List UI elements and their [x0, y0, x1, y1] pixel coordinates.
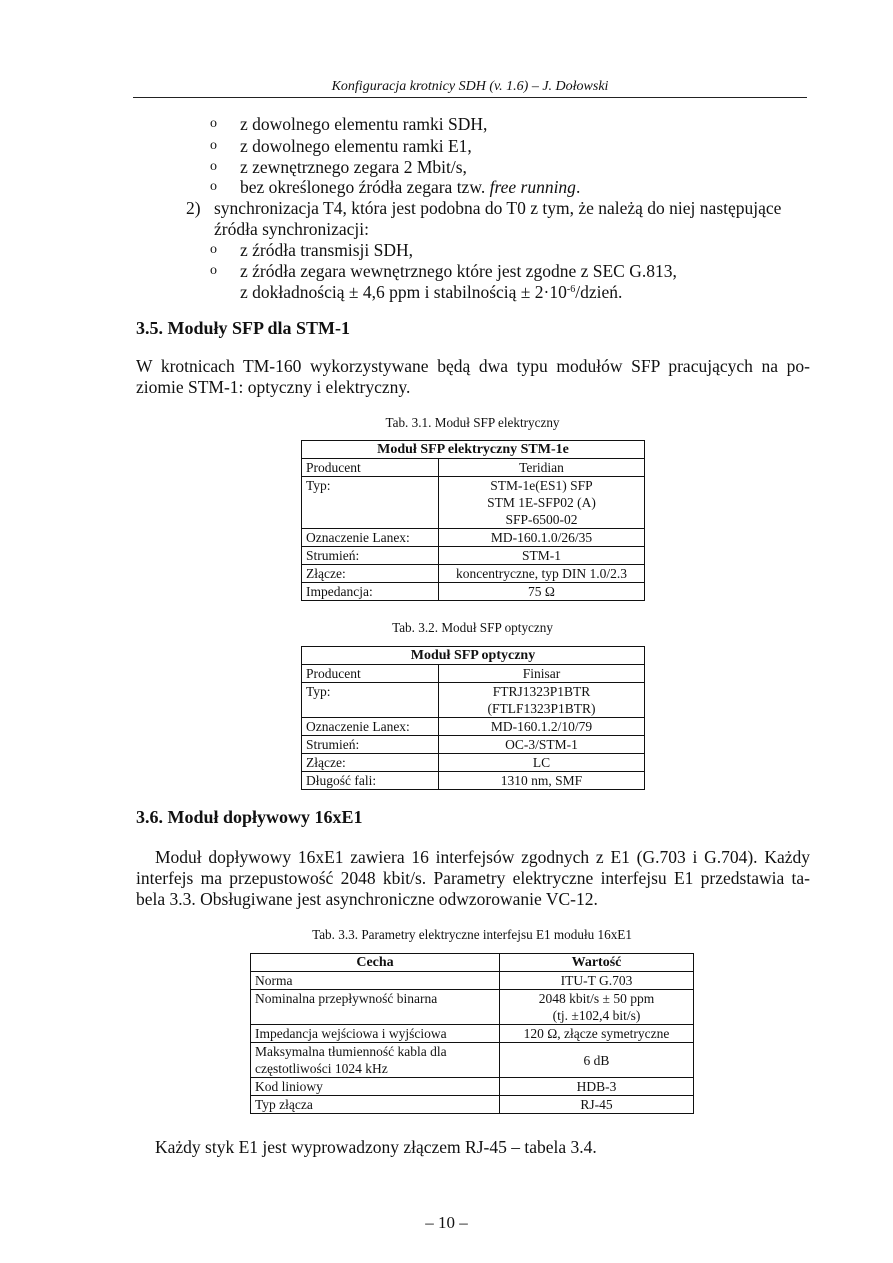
value-line: 2048 kbit/s ± 50 ppm	[538, 991, 655, 1006]
table-row	[302, 529, 645, 547]
list-item-italic: free running	[489, 177, 576, 197]
table-row	[302, 683, 645, 718]
bullet-icon: o	[210, 159, 217, 174]
table-caption: Tab. 3.2. Moduł SFP optyczny	[392, 620, 553, 635]
section-heading: 3.6. Moduł dopływowy 16xE1	[136, 807, 363, 827]
table-cell-value: RJ-45	[500, 1096, 694, 1114]
bullet-icon: o	[210, 263, 217, 278]
value-line: (tj. ±102,4 bit/s)	[552, 1008, 641, 1023]
table-cell-label: Oznaczenie Lanex:	[302, 718, 439, 736]
list-item: z dowolnego elementu ramki SDH,	[240, 114, 488, 134]
table-cell-label: Strumień:	[302, 736, 439, 754]
paragraph-line: W krotnicach TM-160 wykorzystywane będą dwa typu modułów SFP pracujących na po-	[136, 356, 810, 376]
sub-list-text: z dokładnością ± 4,6 ppm i stabilnością ± 2·10	[240, 282, 567, 302]
table-cell-value: LC	[439, 754, 645, 772]
table-row	[251, 1078, 694, 1096]
table-cell-label: Typ:	[302, 477, 439, 529]
paragraph-line: Każdy styk E1 jest wyprowadzony złączem RJ-45 – tabela 3.4.	[155, 1137, 597, 1157]
table-e1-parameters	[250, 953, 694, 1114]
bullet-icon: o	[210, 242, 217, 257]
list-item	[240, 177, 580, 197]
table-row	[302, 547, 645, 565]
table-row	[251, 990, 694, 1025]
paragraph-line: ziomie STM-1: optyczny i elektryczny.	[136, 377, 411, 397]
table-cell-label: Złącze:	[302, 565, 439, 583]
table-row	[251, 1025, 694, 1043]
bullet-icon: o	[210, 116, 217, 131]
table-cell-value	[439, 477, 645, 529]
table-cell-label: Kod liniowy	[251, 1078, 500, 1096]
table-title: Moduł SFP elektryczny STM-1e	[302, 441, 645, 459]
list-item-continuation: źródła synchronizacji:	[214, 219, 370, 239]
table-cell-label: Typ złącza	[251, 1096, 500, 1114]
table-cell-value: HDB-3	[500, 1078, 694, 1096]
label-line: częstotliwości 1024 kHz	[255, 1061, 388, 1076]
sub-list-suffix: /dzień.	[575, 282, 623, 302]
running-header: Konfiguracja krotnicy SDH (v. 1.6) – J. Dołowski	[331, 79, 609, 94]
table-cell-label: Długość fali:	[302, 772, 439, 790]
table-header-cell: Wartość	[500, 954, 694, 972]
list-number: 2)	[186, 198, 201, 218]
table-cell-value: 6 dB	[500, 1043, 694, 1078]
value-line: (FTLF1323P1BTR)	[487, 701, 596, 716]
sub-list-item: z źródła transmisji SDH,	[240, 240, 414, 260]
table-row	[251, 1096, 694, 1114]
sub-list-item-continuation	[240, 282, 622, 302]
table-cell-label: Typ:	[302, 683, 439, 718]
value-line: STM-1e(ES1) SFP	[490, 478, 593, 493]
table-caption: Tab. 3.3. Parametry elektryczne interfejsu E1 modułu 16xE1	[312, 927, 632, 942]
section-heading: 3.5. Moduły SFP dla STM-1	[136, 318, 351, 338]
label-line: Maksymalna tłumienność kabla dla	[255, 1044, 447, 1059]
table-cell-value: ITU-T G.703	[500, 972, 694, 990]
table-cell-label: Producent	[302, 665, 439, 683]
table-cell-label: Oznaczenie Lanex:	[302, 529, 439, 547]
table-cell-label: Producent	[302, 459, 439, 477]
table-cell-label: Nominalna przepływność binarna	[251, 990, 500, 1025]
sub-list-item: z źródła zegara wewnętrznego które jest zgodne z SEC G.813,	[240, 261, 677, 281]
paragraph-line: Moduł dopływowy 16xE1 zawiera 16 interfejsów zgodnych z E1 (G.703 i G.704). Każdy	[155, 847, 810, 867]
table-caption: Tab. 3.1. Moduł SFP elektryczny	[385, 415, 560, 430]
table-cell-label: Impedancja:	[302, 583, 439, 601]
table-cell-label: Norma	[251, 972, 500, 990]
page-number: – 10 –	[425, 1213, 468, 1232]
header-rule	[133, 97, 807, 98]
table-row	[302, 583, 645, 601]
table-row	[251, 972, 694, 990]
bullet-icon: o	[210, 179, 217, 194]
value-line: STM 1E-SFP02 (A)	[487, 495, 596, 510]
table-cell-value: 75 Ω	[439, 583, 645, 601]
table-row	[302, 718, 645, 736]
table-cell-value	[439, 683, 645, 718]
list-item: synchronizacja T4, która jest podobna do T0 z tym, że należą do niej następujące	[214, 198, 782, 218]
exponent: -6	[566, 284, 576, 295]
table-cell-value: 120 Ω, złącze symetryczne	[500, 1025, 694, 1043]
value-line: SFP-6500-02	[505, 512, 578, 527]
paragraph-line: bela 3.3. Obsługiwane jest asynchroniczne odwzorowanie VC-12.	[136, 889, 598, 909]
table-cell-value: OC-3/STM-1	[439, 736, 645, 754]
list-item: z zewnętrznego zegara 2 Mbit/s,	[240, 157, 467, 177]
list-item-text: bez określonego źródła zegara tzw.	[240, 177, 490, 197]
table-cell-value: MD-160.1.0/26/35	[439, 529, 645, 547]
table-row	[302, 565, 645, 583]
paragraph-line: interfejs ma przepustowość 2048 kbit/s. Parametry elektryczne interfejsu E1 przedstawia ta-	[136, 868, 810, 888]
table-cell-value: Teridian	[439, 459, 645, 477]
table-cell-label: Strumień:	[302, 547, 439, 565]
value-line: FTRJ1323P1BTR	[492, 684, 591, 699]
list-item: z dowolnego elementu ramki E1,	[240, 136, 472, 156]
table-cell-value: koncentryczne, typ DIN 1.0/2.3	[439, 565, 645, 583]
table-cell-value: 1310 nm, SMF	[439, 772, 645, 790]
table-cell-value: MD-160.1.2/10/79	[439, 718, 645, 736]
table-cell-value: Finisar	[439, 665, 645, 683]
table-row	[302, 665, 645, 683]
table-cell-label: Impedancja wejściowa i wyjściowa	[251, 1025, 500, 1043]
table-cell-value: STM-1	[439, 547, 645, 565]
list-item-suffix: .	[575, 177, 581, 197]
table-sfp-optical	[301, 646, 645, 790]
table-row	[302, 772, 645, 790]
table-row	[302, 477, 645, 529]
table-cell-label: Złącze:	[302, 754, 439, 772]
table-row	[251, 1043, 694, 1078]
table-cell-label	[251, 1043, 500, 1078]
table-header-cell: Cecha	[251, 954, 500, 972]
table-cell-value	[500, 990, 694, 1025]
table-row	[302, 736, 645, 754]
table-title: Moduł SFP optyczny	[302, 647, 645, 665]
table-row	[302, 754, 645, 772]
table-row	[302, 459, 645, 477]
table-sfp-electrical	[301, 440, 645, 601]
bullet-icon: o	[210, 138, 217, 153]
